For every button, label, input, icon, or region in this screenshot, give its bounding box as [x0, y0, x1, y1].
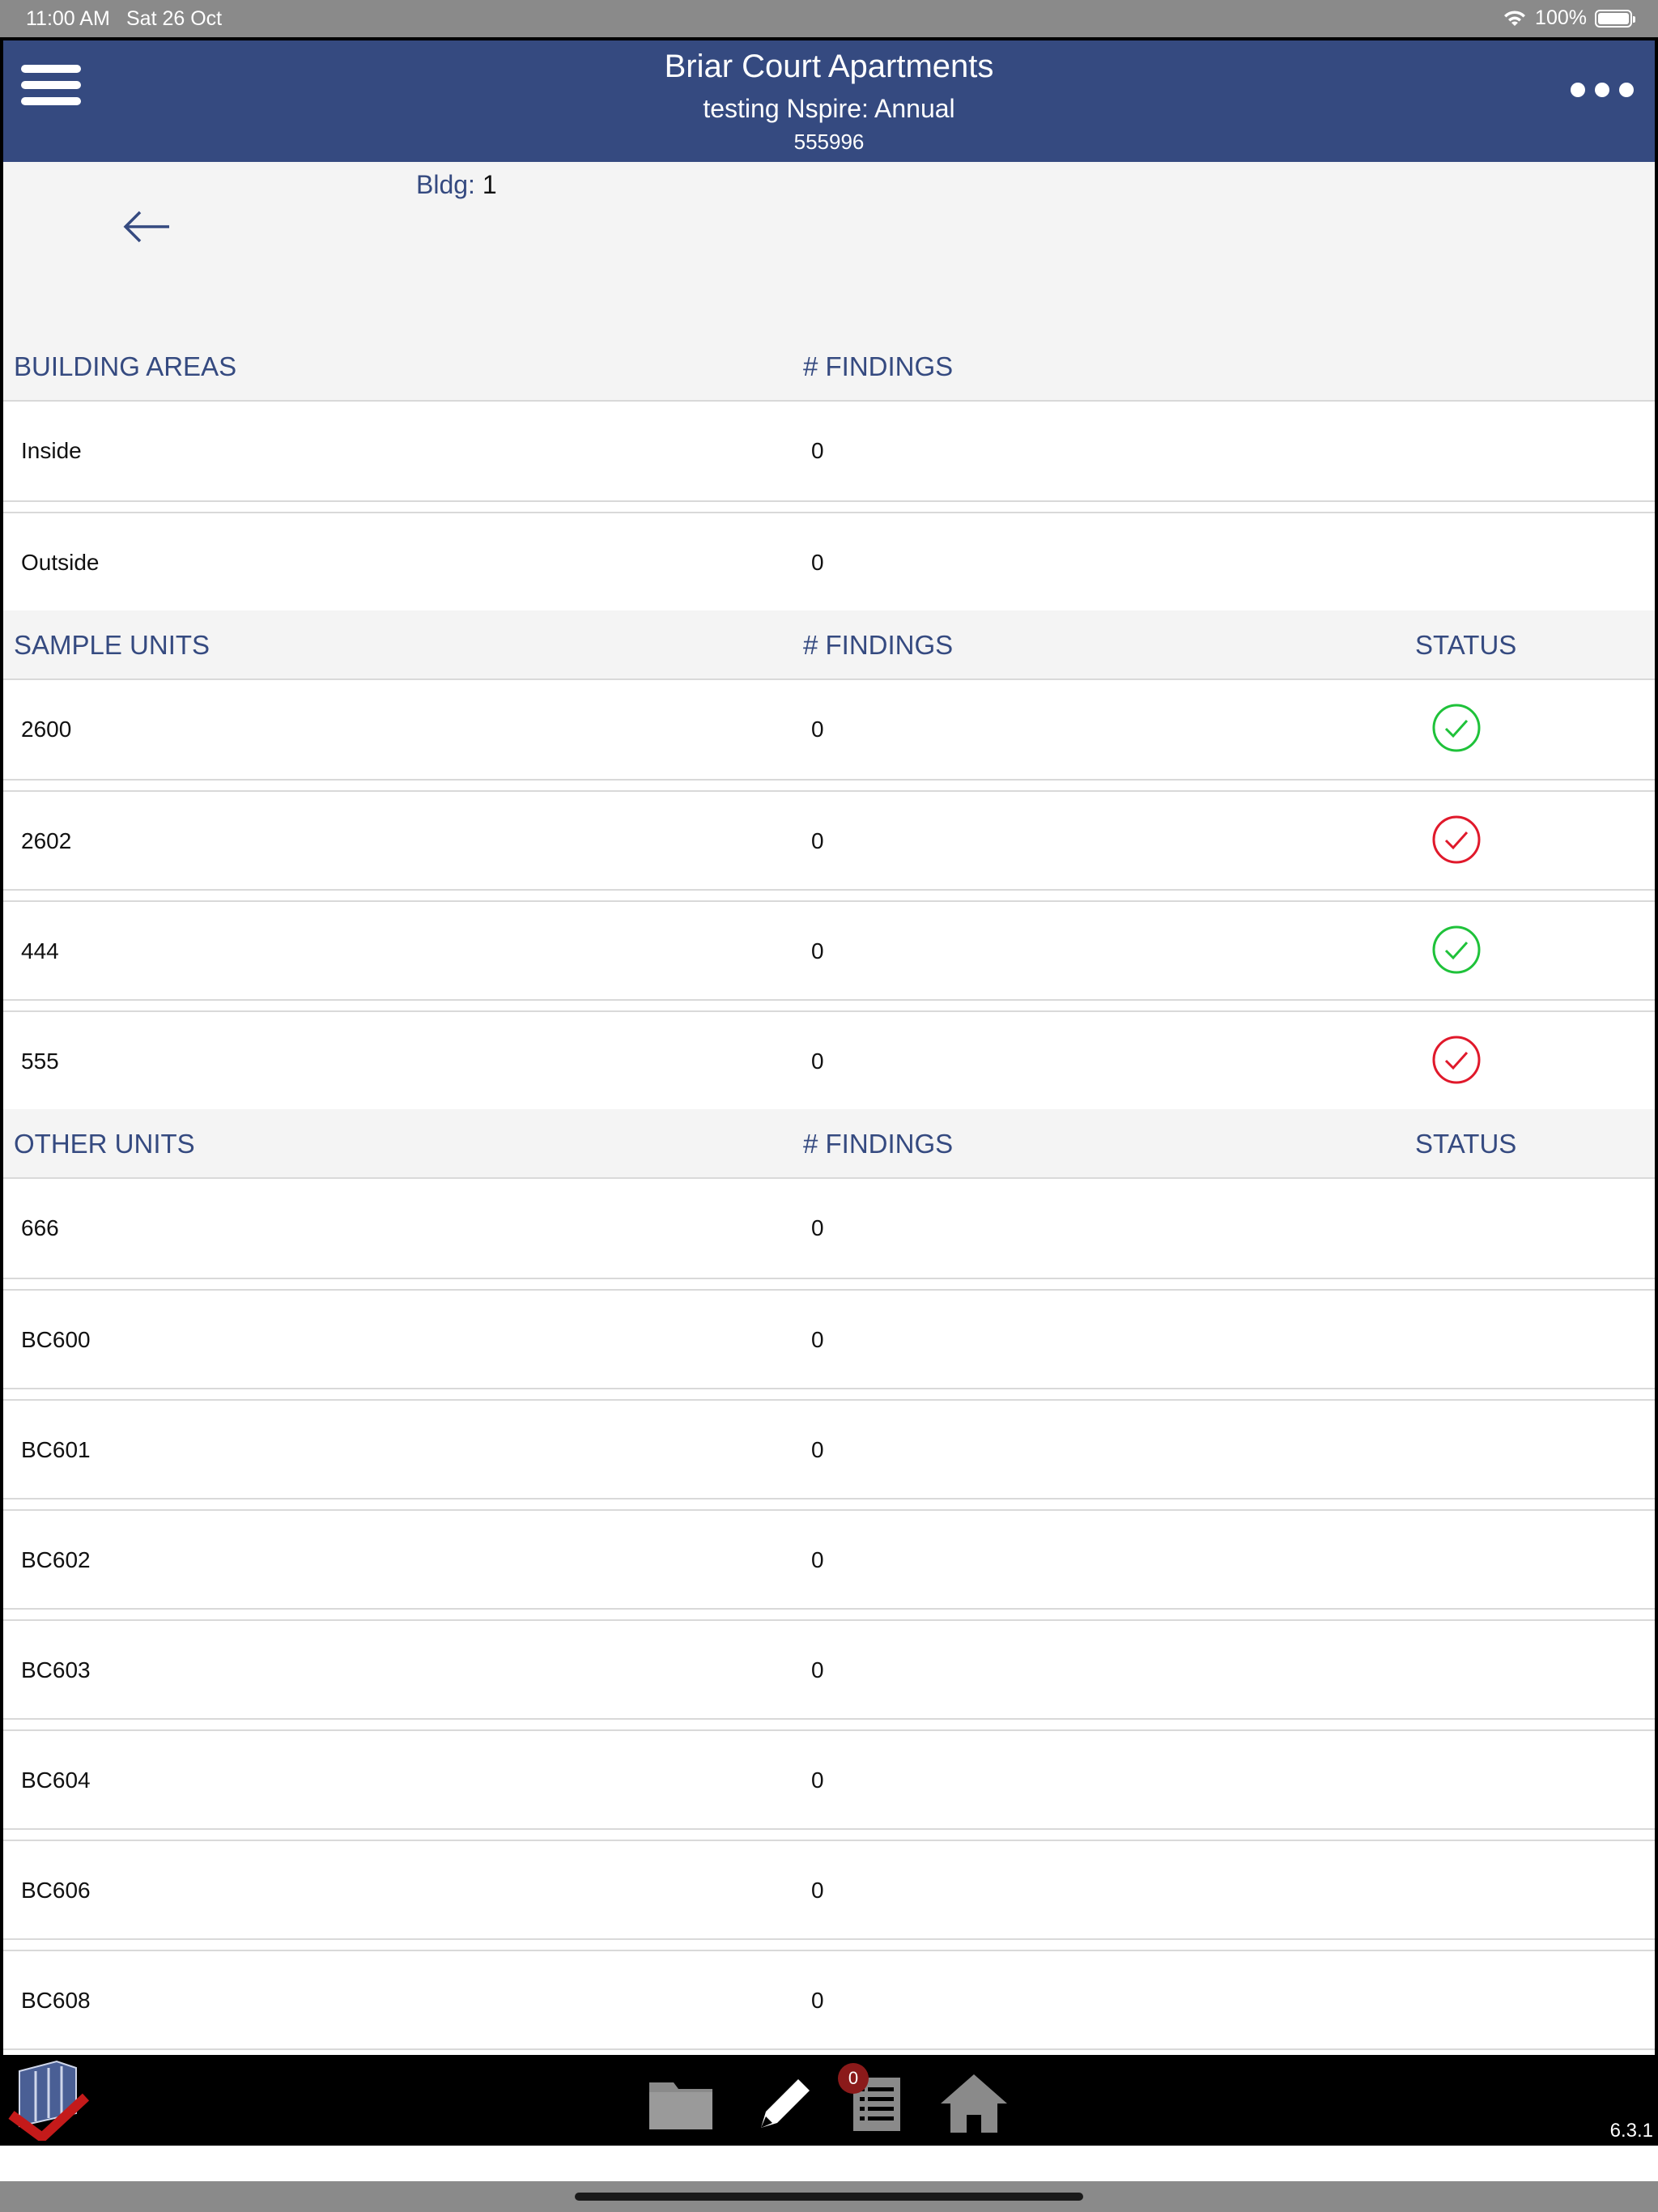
status-check-icon[interactable] — [1431, 925, 1482, 975]
status-bar — [0, 0, 1658, 37]
unit-findings: 0 — [811, 1988, 824, 2013]
col-findings: # FINDINGS — [803, 351, 954, 381]
unit-name: BC603 — [21, 1657, 91, 1682]
unit-findings: 0 — [811, 1878, 824, 1903]
building-bar — [3, 162, 1655, 332]
unit-name: 444 — [21, 938, 59, 963]
property-title: Briar Court Apartments — [664, 49, 994, 84]
unit-findings: 0 — [811, 1049, 824, 1074]
unit-name: BC602 — [21, 1547, 91, 1572]
building-label — [416, 170, 497, 200]
app-version: 6.3.1 — [1609, 2120, 1653, 2142]
unit-name: BC608 — [21, 1988, 91, 2013]
inspection-subtitle: testing Nspire: Annual — [703, 94, 955, 123]
app-frame — [0, 37, 1658, 2058]
home-icon[interactable] — [939, 2069, 1009, 2134]
unit-row[interactable] — [3, 1289, 1655, 1389]
unit-findings: 0 — [811, 717, 824, 742]
status-check-icon[interactable] — [1431, 1035, 1482, 1085]
inspection-code: 555996 — [793, 130, 865, 154]
unit-findings: 0 — [811, 1215, 824, 1240]
unit-name: BC600 — [21, 1327, 91, 1352]
wifi-icon — [1503, 9, 1527, 28]
status-check-icon[interactable] — [1431, 703, 1482, 753]
unit-name: 2602 — [21, 828, 72, 853]
unit-row[interactable] — [3, 1950, 1655, 2050]
unit-findings: 0 — [811, 1327, 824, 1352]
notification-badge: 0 — [838, 2063, 869, 2094]
unit-row[interactable] — [3, 790, 1655, 891]
unit-findings: 0 — [811, 1547, 824, 1572]
unit-row[interactable] — [3, 1399, 1655, 1499]
area-row[interactable] — [3, 512, 1655, 612]
unit-findings: 0 — [811, 1657, 824, 1682]
app-logo-icon — [8, 2057, 89, 2141]
building-number: 1 — [482, 170, 497, 199]
building-label-text: Bldg: — [416, 170, 475, 199]
col-other-units: OTHER UNITS — [14, 1129, 195, 1159]
app-header — [3, 40, 1655, 162]
unit-row[interactable] — [3, 1619, 1655, 1720]
col-findings: # FINDINGS — [803, 630, 954, 660]
unit-findings: 0 — [811, 938, 824, 963]
home-area — [0, 2146, 1658, 2181]
status-check-icon[interactable] — [1431, 815, 1482, 865]
unit-row[interactable] — [3, 1010, 1655, 1111]
home-indicator[interactable] — [575, 2193, 1083, 2201]
unit-row[interactable] — [3, 1729, 1655, 1830]
bottom-toolbar — [0, 2055, 1658, 2146]
unit-findings: 0 — [811, 828, 824, 853]
sample-units-header — [3, 610, 1655, 680]
unit-row[interactable] — [3, 900, 1655, 1001]
col-status: STATUS — [1415, 630, 1517, 660]
unit-findings: 0 — [811, 1767, 824, 1793]
unit-row[interactable] — [3, 1840, 1655, 1940]
area-name: Inside — [21, 438, 82, 463]
unit-name: 555 — [21, 1049, 59, 1074]
area-name: Outside — [21, 550, 100, 575]
pencil-icon[interactable] — [751, 2069, 821, 2134]
status-time: 11:00 AM — [26, 7, 110, 30]
area-row[interactable] — [3, 402, 1655, 502]
folder-icon[interactable] — [646, 2069, 716, 2134]
back-arrow-icon[interactable] — [121, 202, 172, 251]
battery-percent: 100% — [1535, 6, 1587, 29]
unit-row[interactable] — [3, 680, 1655, 781]
col-findings: # FINDINGS — [803, 1129, 954, 1159]
other-units-header — [3, 1109, 1655, 1179]
battery-icon — [1595, 10, 1632, 28]
unit-name: BC606 — [21, 1878, 91, 1903]
status-date: Sat 26 Oct — [126, 7, 223, 30]
unit-name: 666 — [21, 1215, 59, 1240]
unit-name: 2600 — [21, 717, 72, 742]
area-findings: 0 — [811, 438, 824, 463]
col-status: STATUS — [1415, 1129, 1517, 1159]
area-findings: 0 — [811, 550, 824, 575]
building-areas-header — [3, 332, 1655, 402]
unit-findings: 0 — [811, 1437, 824, 1462]
unit-row[interactable] — [3, 1179, 1655, 1279]
unit-name: BC601 — [21, 1437, 91, 1462]
more-options-icon[interactable] — [1571, 83, 1634, 97]
unit-name: BC604 — [21, 1767, 91, 1793]
col-building-areas: BUILDING AREAS — [14, 351, 237, 381]
unit-row[interactable] — [3, 1509, 1655, 1610]
col-sample-units: SAMPLE UNITS — [14, 630, 210, 660]
